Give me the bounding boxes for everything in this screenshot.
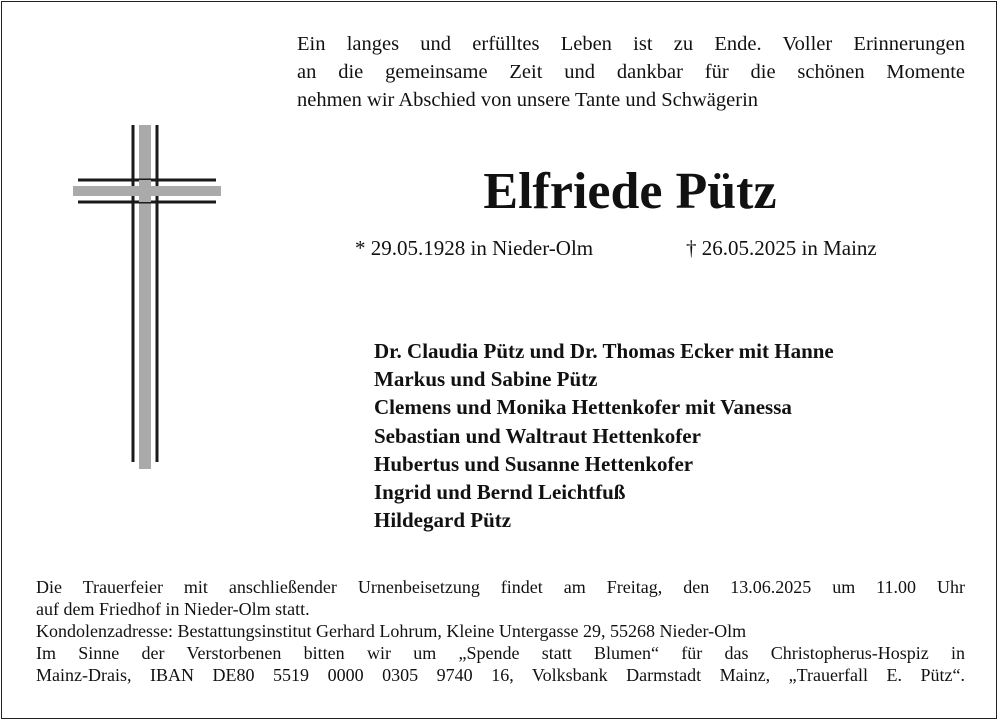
family-member: Hildegard Pütz	[374, 508, 512, 533]
intro-line: nehmen wir Abschied von unsere Tante und Schwägerin	[297, 89, 759, 111]
intro-line: an die gemeinsame Zeit und dankbar für die schönen Momente	[297, 61, 965, 83]
cross-icon	[70, 122, 230, 472]
family-list	[374, 337, 834, 534]
family-member: Ingrid und Bernd Leichtfuß	[374, 480, 626, 505]
family-member: Hubertus und Susanne Hettenkofer	[374, 451, 694, 476]
footer-line: auf dem Friedhof in Nieder-Olm statt.	[36, 599, 310, 619]
footer-line: Kondolenzadresse: Bestattungsinstitut Gerhard Lohrum, Kleine Untergasse 29, 55268 Nieder-Olm	[36, 621, 747, 641]
family-member: Dr. Claudia Pütz und Dr. Thomas Ecker mit Hanne	[374, 339, 834, 363]
footer-line: Mainz-Drais, IBAN DE80 5519 0000 0305 9740 16, Volksbank Darmstadt Mainz, „Trauerfall E. Pütz“.	[36, 665, 965, 685]
deceased-name: Elfriede Pütz	[483, 163, 777, 220]
cross-vertical-beam	[139, 125, 151, 469]
family-member: Sebastian und Waltraut Hettenkofer	[374, 423, 701, 448]
family-member: Clemens und Monika Hettenkofer mit Vanessa	[374, 395, 792, 420]
intro-line: Ein langes und erfülltes Leben ist zu Ende. Voller Erinnerungen	[297, 33, 965, 55]
birth-date: * 29.05.1928 in Nieder-Olm	[355, 236, 594, 260]
intro-text	[297, 30, 965, 114]
death-date: † 26.05.2025 in Mainz	[686, 236, 877, 260]
footer-text	[36, 576, 965, 686]
footer-line: Im Sinne der Verstorbenen bitten wir um „Spende statt Blumen“ für das Christopherus-Hospiz in	[36, 643, 965, 663]
family-member: Markus und Sabine Pütz	[374, 367, 598, 392]
footer-line: Die Trauerfeier mit anschließender Urnenbeisetzung findet am Freitag, den 13.06.2025 um 11.00 Uhr	[36, 577, 965, 597]
